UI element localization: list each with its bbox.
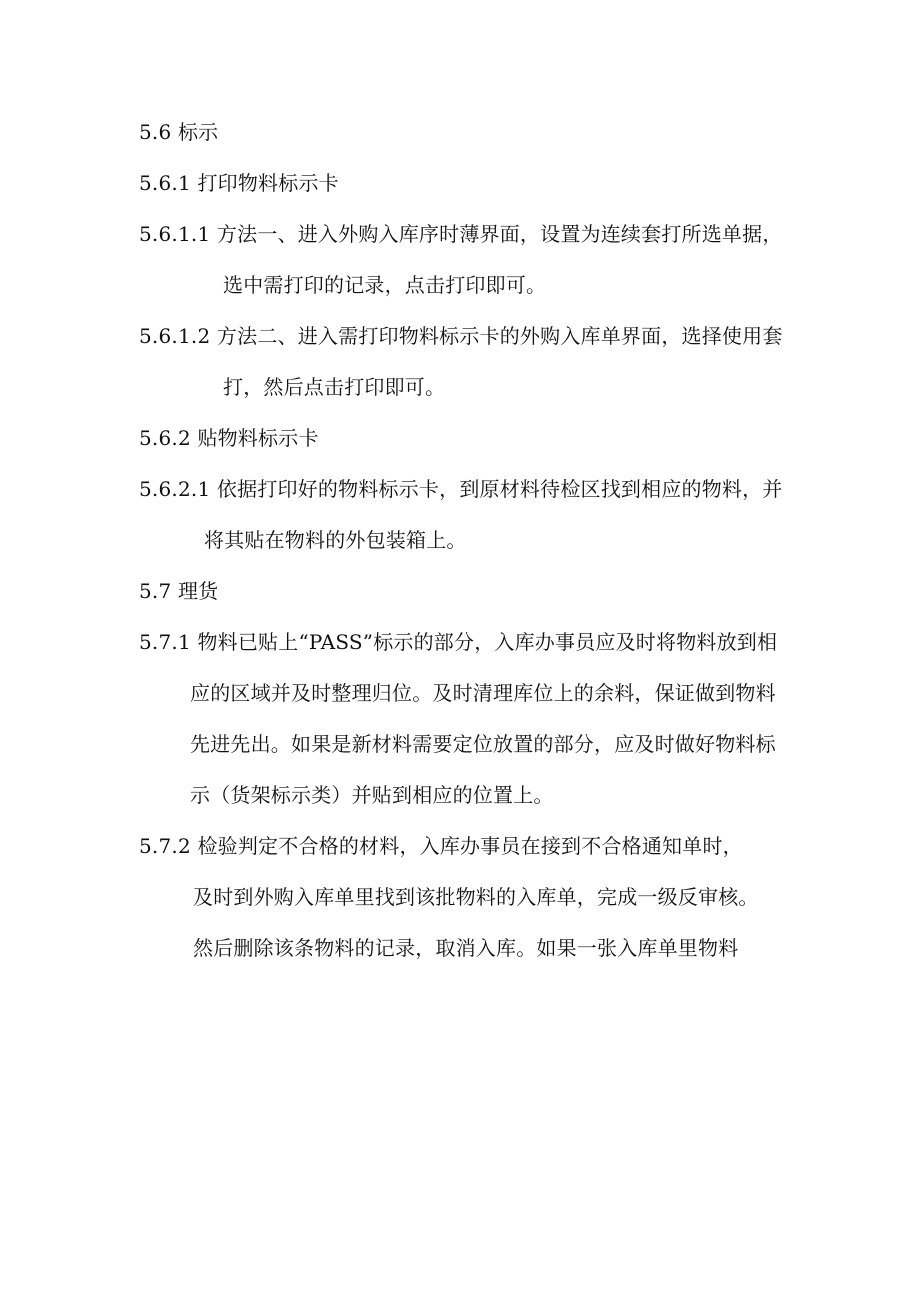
heading-5-6-1: 5.6.1 打印物料标示卡 (139, 171, 339, 195)
paragraph-5-7-1-line-1: 5.7.1 物料已贴上“PASS”标示的部分，入库办事员应及时将物料放到相 (139, 630, 778, 654)
paragraph-5-7-1-line-3: 先进先出。如果是新材料需要定位放置的部分，应及时做好物料标 (190, 732, 776, 756)
paragraph-5-7-1-line-2: 应的区域并及时整理归位。及时清理库位上的余料，保证做到物料 (190, 681, 776, 705)
paragraph-5-7-1-line-4: 示（货架标示类）并贴到相应的位置上。 (190, 783, 554, 807)
paragraph-5-6-1-2-line-2: 打，然后点击打印即可。 (223, 375, 446, 399)
heading-5-6-2: 5.6.2 贴物料标示卡 (139, 426, 319, 450)
paragraph-5-6-1-1-line-1: 5.6.1.1 方法一、进入外购入库序时薄界面，设置为连续套打所选单据， (139, 222, 783, 246)
paragraph-5-7-2-line-2: 及时到外购入库单里找到该批物料的入库单，完成一级反审核。 (193, 885, 759, 909)
heading-5-6: 5.6 标示 (139, 120, 219, 144)
paragraph-5-7-2-line-3: 然后删除该条物料的记录，取消入库。如果一张入库单里物料 (193, 936, 739, 960)
heading-5-7: 5.7 理货 (139, 579, 219, 603)
paragraph-5-6-1-1-line-2: 选中需打印的记录，点击打印即可。 (223, 273, 547, 297)
paragraph-5-6-1-2-line-1: 5.6.1.2 方法二、进入需打印物料标示卡的外购入库单界面，选择使用套 (139, 324, 783, 348)
paragraph-5-6-2-1-line-1: 5.6.2.1 依据打印好的物料标示卡，到原材料待检区找到相应的物料，并 (139, 477, 783, 501)
paragraph-5-7-2-line-1: 5.7.2 检验判定不合格的材料，入库办事员在接到不合格通知单时， (139, 834, 743, 858)
paragraph-5-6-2-1-line-2: 将其贴在物料的外包装箱上。 (204, 528, 467, 552)
